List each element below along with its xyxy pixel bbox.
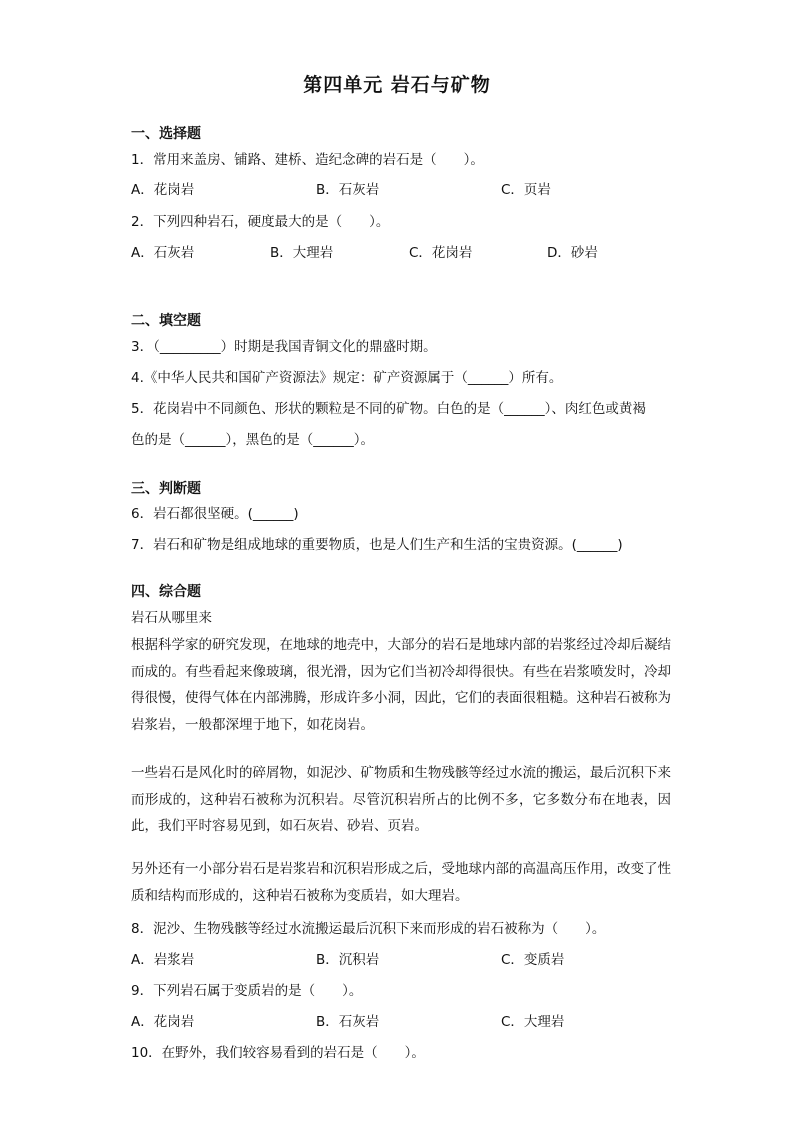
question-1: 1．常用来盖房、铺路、建桥、造纪念碑的岩石是（ ）。 [131,152,484,168]
question-5-line-2: 色的是（______），黑色的是（______）。 [131,432,374,448]
q1-option-a: A．花岗岩 [131,182,195,198]
q2-option-c: C．花岗岩 [409,245,473,261]
question-5-line-1: 5．花岗岩中不同颜色、形状的颗粒是不同的矿物。白色的是（______）、肉红色或黄褐 [131,401,646,417]
q8-option-b: B．沉积岩 [316,952,380,968]
q1-option-b: B．石灰岩 [316,182,380,198]
section-heading-choice: 一、选择题 [131,126,201,142]
q1-option-c: C．页岩 [501,182,551,198]
question-4: 4.《中华人民共和国矿产资源法》规定：矿产资源属于（______）所有。 [131,370,563,386]
q2-option-d: D．砂岩 [547,245,598,261]
passage-paragraph-1: 根据科学家的研究发现，在地球的地壳中，大部分的岩石是地球内部的岩浆经过冷却后凝结而成的。有些看起来像玻璃，很光滑，因为它们当初冷却得很快。有些在岩浆喷发时，冷却得很慢，使得气体在内部沸腾，形成许多小洞，因此，它们的表面很粗糙。这种岩石被称为岩浆岩，一般都深埋于地下，如花岗岩。 [131,637,671,733]
question-3: 3．（_________）时期是我国青铜文化的鼎盛时期。 [131,339,437,355]
section-heading-judge: 三、判断题 [131,481,201,497]
question-2: 2．下列四种岩石，硬度最大的是（ ）。 [131,214,390,230]
question-9: 9．下列岩石属于变质岩的是（ ）。 [131,983,363,999]
q9-option-a: A．花岗岩 [131,1014,195,1030]
passage-paragraph-2: 一些岩石是风化时的碎屑物，如泥沙、矿物质和生物残骸等经过水流的搬运，最后沉积下来而形成的，这种岩石被称为沉积岩。尽管沉积岩所占的比例不多，它多数分布在地表，因此，我们平时容易见到，如石灰岩、砂岩、页岩。 [131,765,671,834]
q9-option-c: C．大理岩 [501,1014,565,1030]
passage-paragraph-3: 另外还有一小部分岩石是岩浆岩和沉积岩形成之后，受地球内部的高温高压作用，改变了性质和结构而形成的，这种岩石被称为变质岩，如大理岩。 [131,861,671,904]
section-heading-fill: 二、填空题 [131,313,201,329]
page-title: 第四单元 岩石与矿物 [303,74,491,96]
question-8: 8．泥沙、生物残骸等经过水流搬运最后沉积下来而形成的岩石被称为（ ）。 [131,921,606,937]
q8-option-c: C．变质岩 [501,952,565,968]
q9-option-b: B．石灰岩 [316,1014,380,1030]
q8-option-a: A．岩浆岩 [131,952,195,968]
question-6: 6．岩石都很坚硬。(______) [131,506,299,522]
q2-option-b: B．大理岩 [270,245,334,261]
question-7: 7．岩石和矿物是组成地球的重要物质，也是人们生产和生活的宝贵资源。(______) [131,537,623,553]
section-heading-comprehensive: 四、综合题 [131,584,201,600]
passage-title: 岩石从哪里来 [131,610,212,626]
q2-option-a: A．石灰岩 [131,245,195,261]
question-10: 10．在野外，我们较容易看到的岩石是（ ）。 [131,1045,425,1061]
